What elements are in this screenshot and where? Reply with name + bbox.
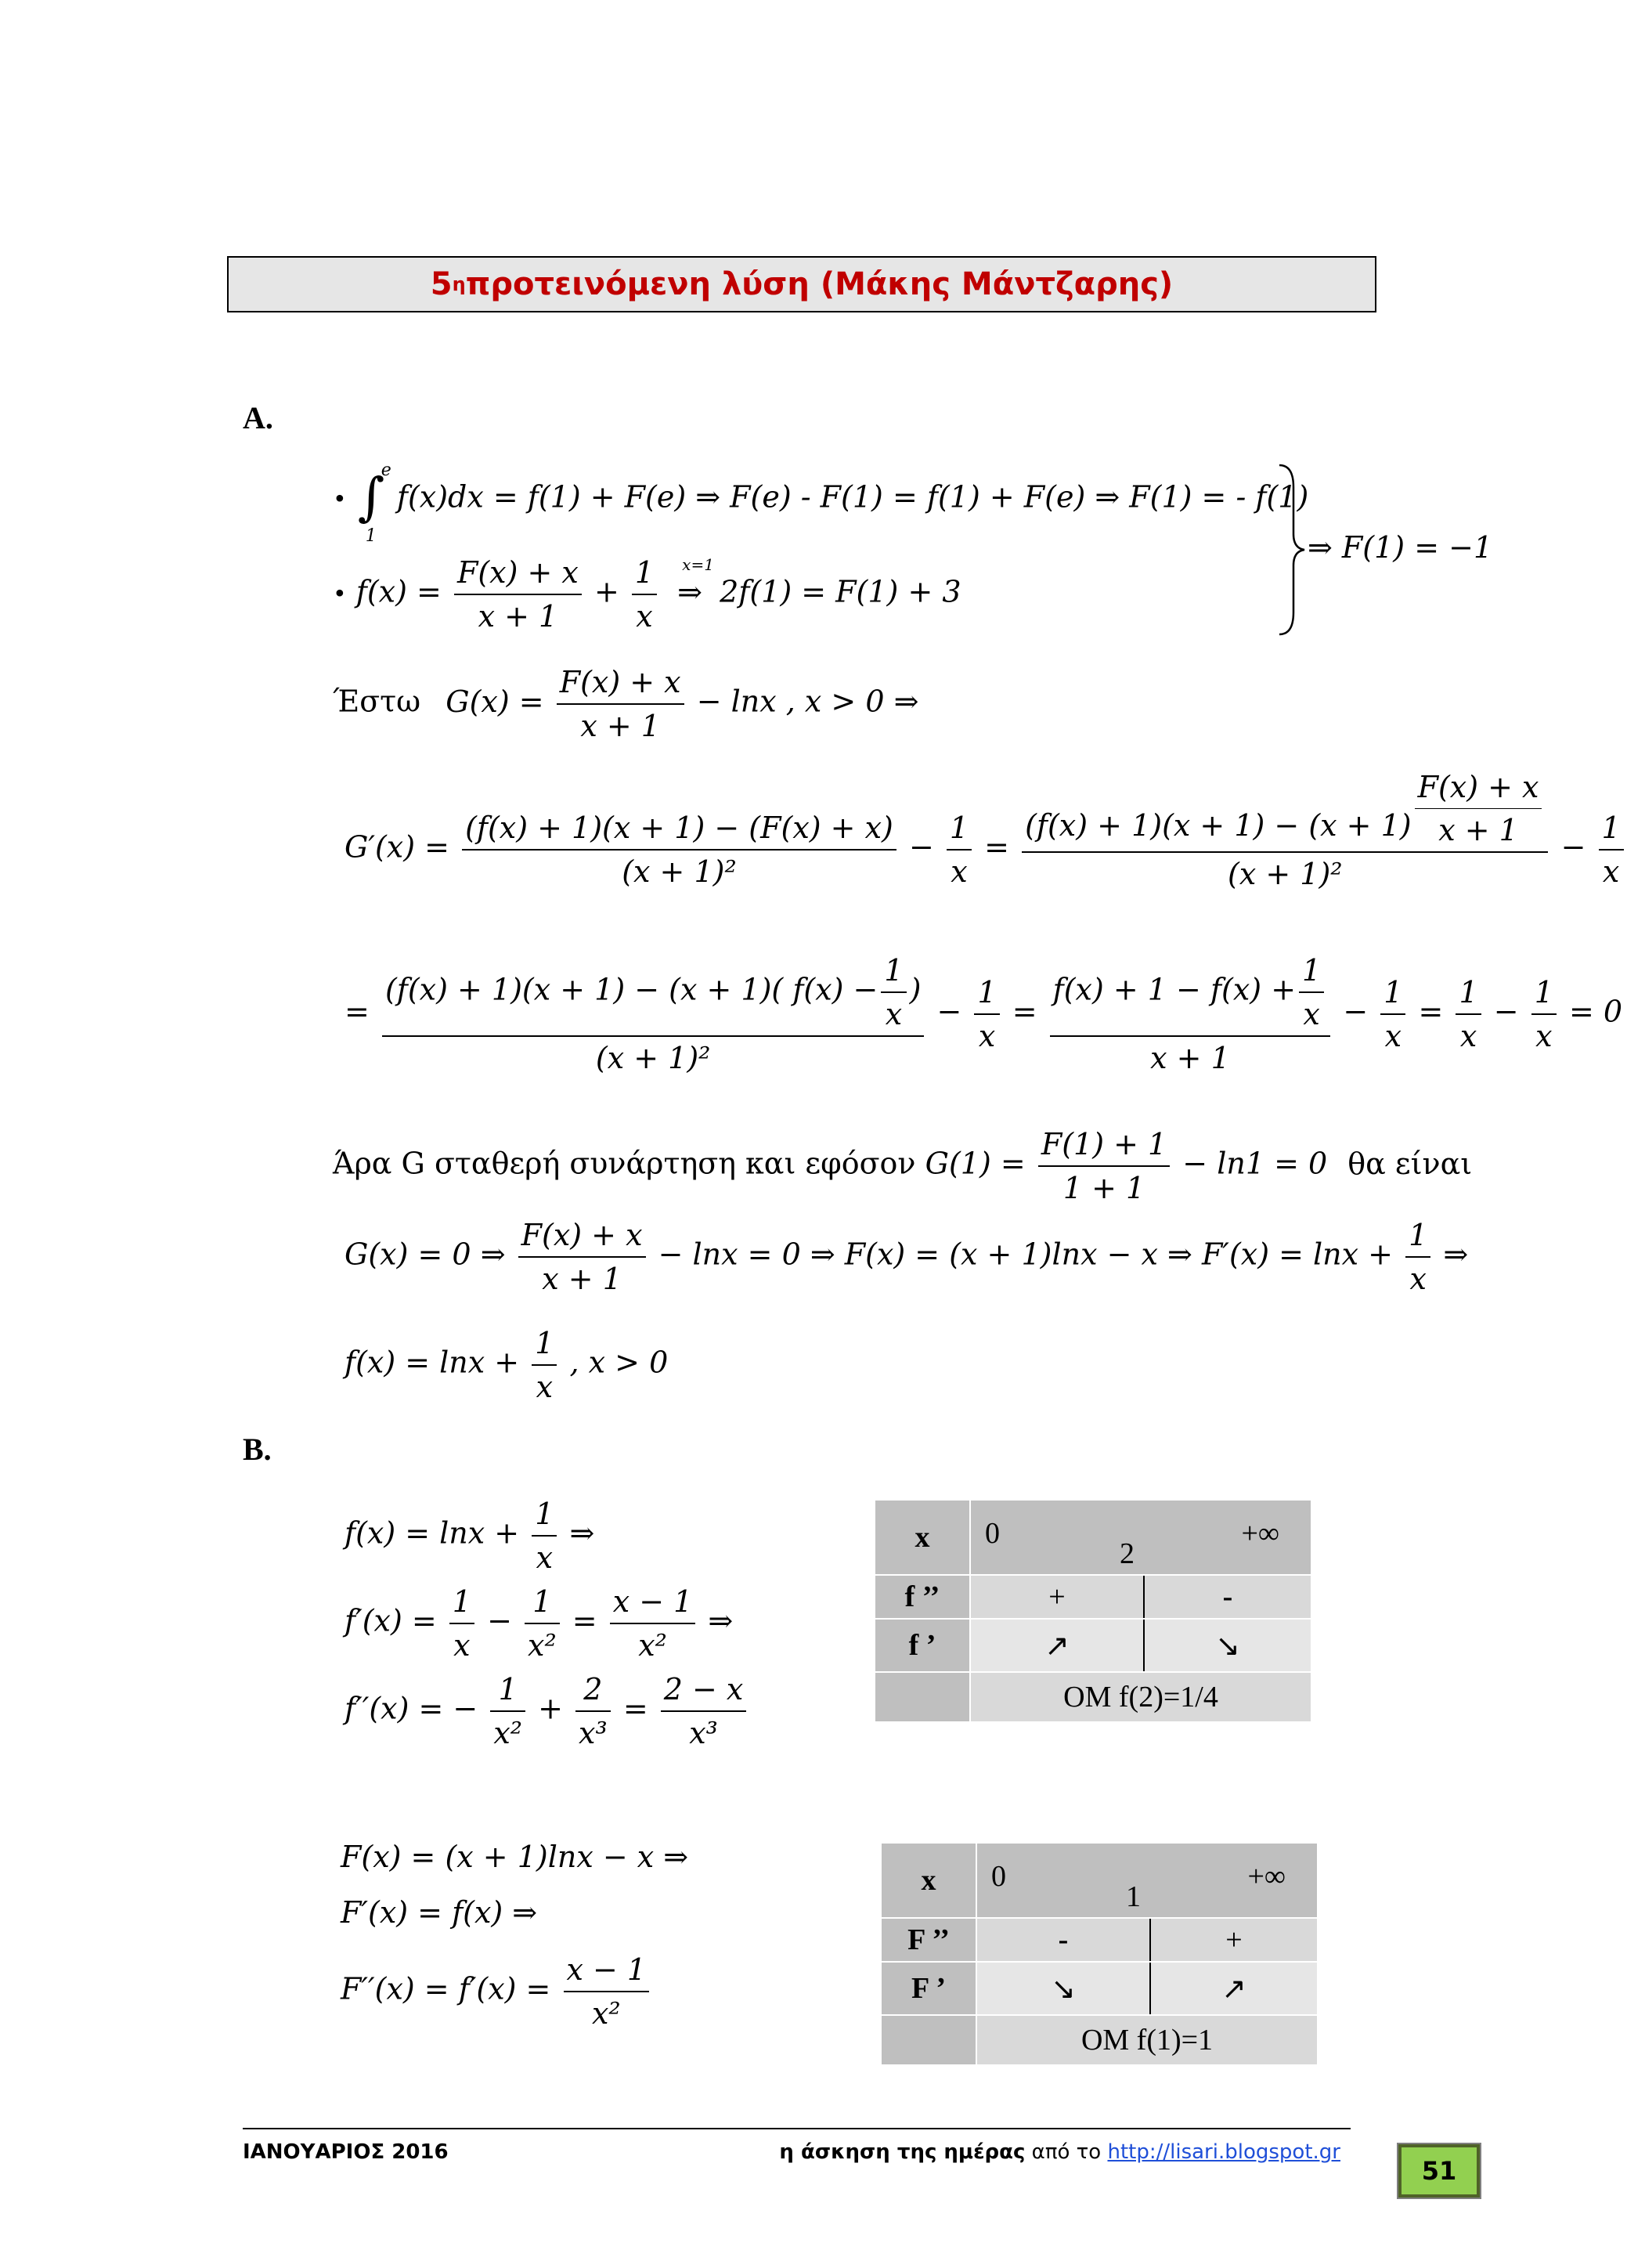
minus-sign: − bbox=[1343, 994, 1369, 1029]
table2-row1-right: + bbox=[1150, 1918, 1318, 1962]
table1-row2-right: ↘ bbox=[1144, 1619, 1311, 1672]
footer-source bbox=[779, 2140, 1340, 2164]
fres-domain: , x > 0 bbox=[569, 1345, 669, 1380]
fraction: $\frac{F(x) + x}{x + 1}$ bbox=[518, 1220, 646, 1294]
b-line-2: f′(x) = $\frac{1}{x}$ − $\frac{1}{\text{x²}}$ = $\frac{x - 1}{\text{x²}}$ ⇒ bbox=[345, 1584, 734, 1663]
fraction: $\frac{1}{x}$ bbox=[1599, 813, 1624, 887]
footer-source-mid: από το bbox=[1025, 2140, 1108, 2164]
g0-mid: − lnx = 0 ⇒ F(x) = (x + 1)lnx − x ⇒ F′(x) = lnx + bbox=[658, 1237, 1393, 1272]
right-brace bbox=[1276, 464, 1308, 636]
table2-x-row: 0 1 +∞ bbox=[976, 1843, 1318, 1918]
fraction: $\frac{1}{x}$ bbox=[1380, 977, 1405, 1051]
solution-title bbox=[227, 256, 1376, 312]
integral-upper: e bbox=[381, 460, 391, 480]
table2-row1-label: F ’’ bbox=[881, 1918, 976, 1962]
table2-x: x bbox=[881, 1843, 976, 1918]
bullet-1: • bbox=[333, 486, 347, 514]
title-text: προτεινόμενη λύση (Μάκης Μάντζαρης) bbox=[465, 266, 1174, 302]
fraction: f(x) + 1 − f(x) + $\frac{1}{x}$ x + 1 bbox=[1050, 955, 1331, 1073]
fraction: $\frac{2}{\text{x³}}$ bbox=[575, 1674, 611, 1748]
table1-extremum: ΟΜ f(2)=1/4 bbox=[970, 1672, 1311, 1722]
eq2-lhs: f(x) = bbox=[355, 574, 442, 609]
fraction: $\frac{F(x) + x}{x + 1}$ bbox=[557, 667, 684, 741]
table2-extremum: ΟΜ f(1)=1 bbox=[976, 2015, 1318, 2065]
page-number: 51 bbox=[1398, 2144, 1480, 2198]
implies-at-x1: x=1 ⇒ bbox=[677, 554, 714, 609]
minus-sign: − bbox=[1560, 829, 1586, 865]
footer-link[interactable]: http://lisari.blogspot.gr bbox=[1107, 2140, 1340, 2164]
brace-result: ⇒ F(1) = −1 bbox=[1308, 530, 1493, 565]
g-definition bbox=[333, 667, 918, 741]
table1-x: x bbox=[875, 1500, 970, 1575]
fraction: $\frac{1}{x}$ bbox=[1531, 977, 1557, 1051]
integral-sign: ∫ e 1 bbox=[357, 460, 391, 546]
table1-row1-left: + bbox=[970, 1575, 1144, 1619]
table2-row2-label: F ’ bbox=[881, 1962, 976, 2015]
fraction: $\frac{1}{\text{x²}}$ bbox=[490, 1674, 525, 1748]
gp-lhs: G′(x) = bbox=[345, 829, 449, 865]
g0-lhs: G(x) = 0 ⇒ bbox=[345, 1237, 506, 1272]
fraction: $\frac{2 - x}{\text{x³}}$ bbox=[661, 1674, 747, 1748]
estw-label: Έστω bbox=[333, 684, 421, 719]
integral-lower: 1 bbox=[365, 526, 377, 546]
g-rhs: − lnx , x > 0 ⇒ bbox=[696, 684, 919, 719]
table2-blank bbox=[881, 2015, 976, 2065]
section-a-label: Α. bbox=[243, 400, 273, 435]
fraction: $\frac{1}{x}$ bbox=[532, 1328, 557, 1402]
g1-rhs: − ln1 = 0 bbox=[1182, 1146, 1328, 1181]
c-line-2: F′(x) = f(x) ⇒ bbox=[341, 1895, 538, 1930]
fraction: $\frac{(f(x) + 1)(x + 1) - (F(x) + x)}{\text{(x + 1)²}}$ bbox=[462, 813, 896, 887]
footer-date: ΙΑΝΟΥΑΡΙΟΣ 2016 bbox=[243, 2140, 449, 2164]
g-lhs: G(x) = bbox=[446, 684, 544, 719]
fraction: (f(x) + 1)(x + 1) − (x + 1) $\frac{F(x) + x}{x + 1}$ (x + 1)² bbox=[1022, 811, 1548, 889]
fraction: $\frac{F(x) + x}{x + 1}$ bbox=[454, 558, 582, 631]
g1-lhs: G(1) = bbox=[925, 1146, 1026, 1181]
table1-blank bbox=[875, 1672, 970, 1722]
table1-row1-right: - bbox=[1144, 1575, 1311, 1619]
title-number: 5 bbox=[430, 266, 453, 302]
equals-sign: = bbox=[984, 829, 1009, 865]
footer-source-bold: η άσκηση της ημέρας bbox=[779, 2140, 1026, 2164]
fraction: $\frac{1}{x}$ bbox=[947, 813, 972, 887]
fraction: $\frac{1}{x}$ bbox=[449, 1587, 474, 1660]
equation-line-2 bbox=[333, 554, 961, 634]
variation-table-f bbox=[874, 1499, 1312, 1723]
fraction: $\frac{x - 1}{\text{x²}}$ bbox=[610, 1587, 696, 1660]
implies: ⇒ bbox=[1443, 1237, 1469, 1272]
table2-row2-right: ↗ bbox=[1150, 1962, 1318, 2015]
plus-sign: + bbox=[593, 574, 619, 609]
table1-x-row: 0 2 +∞ bbox=[970, 1500, 1311, 1575]
c-line-1: F(x) = (x + 1)lnx − x ⇒ bbox=[341, 1840, 689, 1874]
fraction: $\frac{1}{x}$ bbox=[632, 558, 657, 631]
g-zero-line bbox=[345, 1220, 1468, 1294]
equals-sign: = bbox=[1012, 994, 1037, 1029]
equation-1-text: f(x)dx = f(1) + F(e) ⇒ F(e) - F(1) = f(1) + F(e) ⇒ F(1) = - f(1) bbox=[396, 479, 1309, 515]
variation-table-F bbox=[880, 1842, 1319, 2066]
ara-end-text: θα είναι bbox=[1347, 1146, 1473, 1181]
table2-row1-left: - bbox=[976, 1918, 1150, 1962]
fraction: $\frac{x - 1}{\text{x²}}$ bbox=[564, 1955, 650, 2028]
table1-row2-left: ↗ bbox=[970, 1619, 1144, 1672]
footer-rule bbox=[243, 2128, 1351, 2129]
fraction: $\frac{1}{x}$ bbox=[532, 1499, 557, 1573]
table1-row2-label: f ’ bbox=[875, 1619, 970, 1672]
f-result-line bbox=[345, 1328, 668, 1402]
fraction: $\frac{1}{x}$ bbox=[974, 977, 999, 1051]
equals-sign: = bbox=[345, 994, 370, 1029]
fraction: $\frac{1}{x}$ bbox=[1405, 1220, 1430, 1294]
c-line-3: F′′(x) = f′(x) = $\frac{x - 1}{\text{x²}}$ bbox=[341, 1955, 652, 2028]
fraction: $\frac{1}{\text{x²}}$ bbox=[525, 1587, 560, 1660]
equals-zero: = 0 bbox=[1568, 994, 1623, 1029]
table1-row1-label: f ’’ bbox=[875, 1575, 970, 1619]
g-derivative-line-2 bbox=[345, 955, 1622, 1073]
minus-sign: − bbox=[936, 994, 962, 1029]
bullet-2: • bbox=[333, 580, 347, 609]
section-b-label: Β. bbox=[243, 1432, 272, 1467]
minus-sign: − bbox=[1493, 994, 1519, 1029]
g-derivative-line-1 bbox=[345, 770, 1627, 891]
b-line-1: f(x) = lnx + $\frac{1}{x}$ ⇒ bbox=[345, 1497, 595, 1575]
fraction: $\frac{1}{x}$ bbox=[1456, 977, 1481, 1051]
minus-sign: − bbox=[908, 829, 934, 865]
b-line-3: f′′(x) = − $\frac{1}{\text{x²}}$ + $\frac{2}{\text{x³}}$ = $\frac{2 - x}{\text{x³}}$ bbox=[345, 1674, 749, 1748]
ara-text: Άρα G σταθερή συνάρτηση και εφόσον bbox=[333, 1146, 916, 1181]
title-superscript: η bbox=[452, 273, 466, 295]
fraction: $\frac{F(1) + 1}{1 + 1}$ bbox=[1038, 1129, 1170, 1203]
fraction: (f(x) + 1)(x + 1) − (x + 1)( f(x) − $\frac{1}{x}$ ) (x + 1)² bbox=[382, 955, 924, 1073]
fres-lhs: f(x) = lnx + bbox=[345, 1345, 520, 1380]
equation-line-1 bbox=[333, 460, 1309, 546]
table2-row2-left: ↘ bbox=[976, 1962, 1150, 2015]
eq2-rhs: 2f(1) = F(1) + 3 bbox=[720, 574, 961, 609]
equals-sign: = bbox=[1418, 994, 1444, 1029]
ara-line bbox=[333, 1129, 1472, 1203]
